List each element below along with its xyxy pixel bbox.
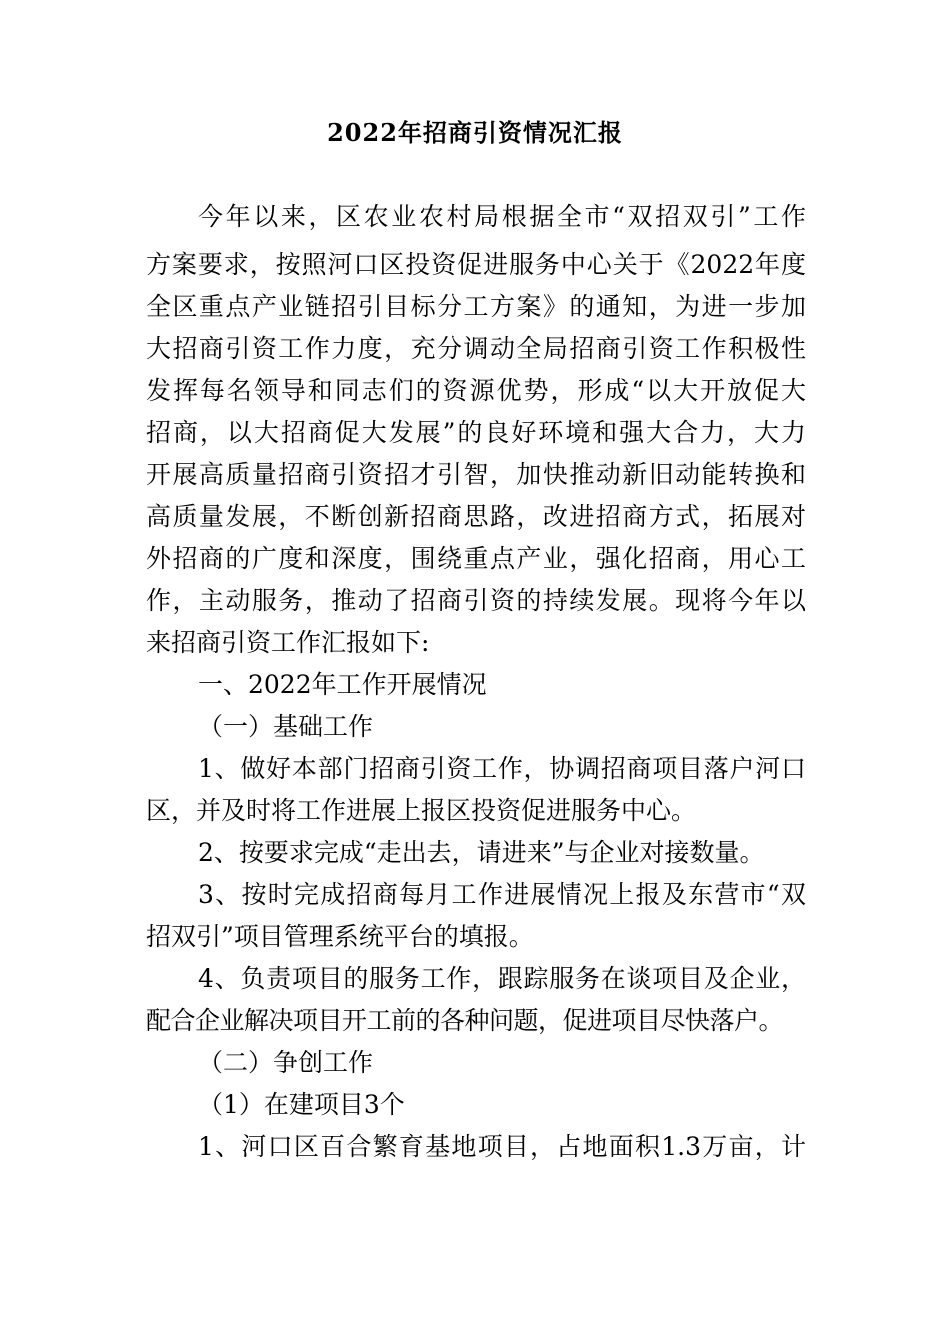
paragraph-line: 外招商的广度和深度，围绕重点产业，强化招商，用心工 <box>146 544 806 573</box>
paragraph-line: 1、河口区百合繁育基地项目，占地面积1.3万亩，计 <box>198 1132 806 1161</box>
subsection-heading: （二）争创工作 <box>198 1048 374 1077</box>
paragraph-line: 区，并及时将工作进展上报区投资促进服务中心。 <box>146 796 697 825</box>
paragraph-line: 1、做好本部门招商引资工作，协调招商项目落户河口 <box>198 754 806 783</box>
paragraph-line: 配合企业解决项目开工前的各种问题，促进项目尽快落户。 <box>146 1006 784 1035</box>
subsection-heading: （一）基础工作 <box>198 712 374 741</box>
paragraph-line: 3、按时完成招商每月工作进展情况上报及东营市“双 <box>198 880 806 909</box>
paragraph-line: 2、按要求完成“走出去，请进来”与企业对接数量。 <box>198 838 765 867</box>
paragraph-line: 开展高质量招商引资招才引智，加快推动新旧动能转换和 <box>146 460 806 489</box>
paragraph-line: 招商，以大招商促大发展”的良好环境和强大合力，大力 <box>146 418 806 447</box>
paragraph-line: 4、负责项目的服务工作，跟踪服务在谈项目及企业， <box>198 964 806 993</box>
paragraph-line: 招双引”项目管理系统平台的填报。 <box>146 922 534 951</box>
paragraph-line: 来招商引资工作汇报如下: <box>146 628 430 657</box>
paragraph-line: 大招商引资工作力度，充分调动全局招商引资工作积极性 <box>146 334 806 363</box>
paragraph-line: 方案要求，按照河口区投资促进服务中心关于《2022年度 <box>146 250 806 279</box>
document-title: 2022年招商引资情况汇报 <box>327 118 623 147</box>
paragraph-line: 全区重点产业链招引目标分工方案》的通知，为进一步加 <box>146 292 806 321</box>
paragraph-line: 发挥每名领导和同志们的资源优势，形成“以大开放促大 <box>146 376 806 405</box>
section-heading: 一、2022年工作开展情况 <box>198 670 487 699</box>
paragraph-line: 高质量发展，不断创新招商思路，改进招商方式，拓展对 <box>146 502 806 531</box>
paragraph-line: 今年以来，区农业农村局根据全市“双招双引”工作 <box>198 202 806 231</box>
subsection-heading: （1）在建项目3个 <box>198 1090 405 1119</box>
paragraph-line: 作，主动服务，推动了招商引资的持续发展。现将今年以 <box>146 586 806 615</box>
